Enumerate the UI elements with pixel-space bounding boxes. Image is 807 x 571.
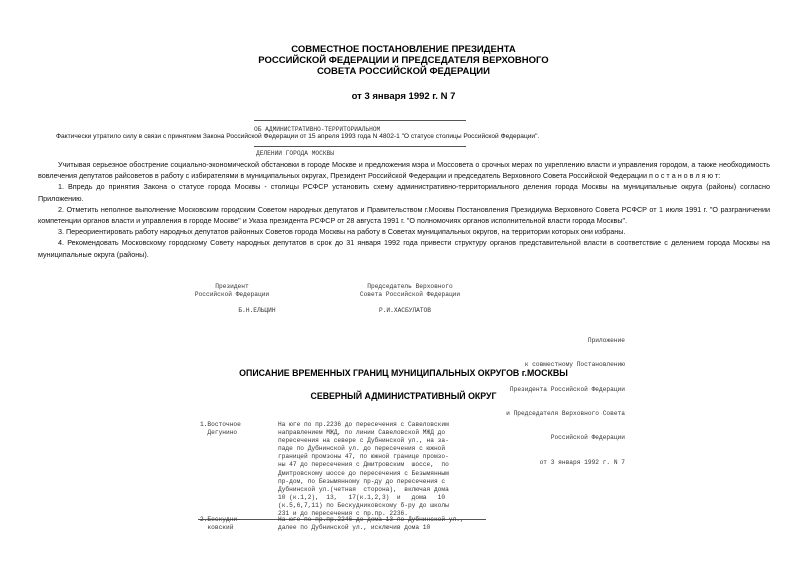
document-date: от 3 января 1992 г. N 7: [351, 91, 456, 102]
paragraph-preamble: Учитывая серьезное обострение социально-экономической обстановки в городе Москве и предложения мэра и Моссовета о срочных мерах по укреплению власти и управления городом, а также необходимость вовлечения депутатов райсоветов в работу с избирателями в муниципальных округах, Президент Российской Федерации и председатель Верховного Совета Российской Федерации п о с т а н о в л я ю т:: [38, 160, 770, 181]
appendix-note-line: и Председателя Верховного Совета: [506, 410, 625, 418]
paragraph-1: 1. Впредь до принятия Закона о статусе города Москвы - столицы РСФСР установить схему административно-территориального деления города Москвы на муниципальные округа (районы) согласно Приложению.: [38, 182, 770, 203]
appendix-note-line: к совместному Постановлению: [524, 361, 625, 369]
title-line: СОВЕТА РОССИЙСКОЙ ФЕДЕРАЦИИ: [317, 66, 490, 77]
document-body: [38, 159, 770, 260]
document-title: [0, 44, 807, 77]
void-note: Фактически утратило силу в связи с принятием Закона Российской Федерации от 15 апреля 1993 года N 4802-1 "О статусе столицы Российской Федерации".: [56, 133, 540, 140]
appendix-note-line: от 3 января 1992 г. N 7: [539, 458, 625, 466]
appendix-note-line: Президента Российской Федерации: [509, 385, 625, 393]
subject-line: ДЕЛЕНИИ ГОРОДА МОСКВЫ: [256, 150, 334, 158]
title-line: СОВМЕСТНОЕ ПОСТАНОВЛЕНИЕ ПРЕЗИДЕНТА: [291, 44, 516, 55]
signature-right-name: Р.И.ХАСБУЛАТОВ: [379, 307, 431, 314]
appendix-note-line: Приложение: [587, 337, 625, 345]
signature-left-position: Президент Российской Федерации: [194, 283, 270, 299]
okrug-description: На юге по пр.пр.2246 до дома 13 по Дубнинской ул., далее по Дубнинской ул., исключив дома 10: [278, 516, 464, 532]
paragraph-3: 3. Переориентировать работу народных депутатов районных Советов города Москвы на работу в Советах муниципальных округов, на территории которых они избраны.: [58, 227, 626, 237]
paragraph-4: 4. Рекомендовать Московскому городскому Совету народных депутатов в срок до 31 января 1992 года привести структуру органов представительной власти в соответствие с делением города Москвы на муниципальные округа (районы).: [38, 238, 770, 259]
signature-right-position: Председатель Верховного Совета Российской Федерации: [359, 283, 461, 299]
okrug-description: На юге по пр.2236 до пересечения с Савеловским направлением МЖД, по линии Савеловской МЖД до пересечения на севере с Дубнинской ул., на за- паде по Дубнинской ул. до пересечения с южной границей промзоны 47, по южной границе промзо- ны 47 до пересечения с Дмитровским шоссе, по Дмитровскому шоссе до пересечения с Безымянным пр-дом, по Безымянному пр-ду до пересечения с Дубнинской ул.(четная сторона), включая дома 10 (к.1,2), 13, 17(к.1,2,3) и дома 10 (к.5,6,7,11) по Бескудниковскому б-ру до школы 231 и до пересечения с пр.пр. 2236.: [278, 421, 449, 518]
title-line: РОССИЙСКОЙ ФЕДЕРАЦИИ И ПРЕДСЕДАТЕЛЯ ВЕРХОВНОГО: [258, 55, 549, 66]
paragraph-2: 2. Отметить неполное выполнение Московским городским Советом народных депутатов и Правительством г.Москвы Постановления Президиума Верховного Совета РСФСР от 1 июля 1991 г. "О разграничении компетенции органов власти и управления в городе Москве" и Указа президента РСФСР от 28 августа 1991 г. "О полномочиях органов исполнительной власти города Москвы".: [38, 204, 770, 226]
divider: [254, 120, 466, 121]
divider: [254, 146, 466, 147]
okrug-name: 2.Бескудни- ковский: [200, 516, 241, 532]
signature-left-name: Б.Н.ЕЛЬЦИН: [238, 307, 276, 314]
okrug-name: 1.Восточное Дегунино: [200, 421, 241, 437]
appendix-note-line: Российской Федерации: [550, 434, 625, 442]
subject-line: ОБ АДМИНИСТРАТИВНО-ТЕРРИТОРИАЛЬНОМ: [254, 126, 381, 134]
district-heading: СЕВЕРНЫЙ АДМИНИСТРАТИВНЫЙ ОКРУГ: [310, 391, 497, 401]
appendix-title: ОПИСАНИЕ ВРЕМЕННЫХ ГРАНИЦ МУНИЦИПАЛЬНЫХ ОКРУГОВ г.МОСКВЫ: [239, 368, 568, 378]
